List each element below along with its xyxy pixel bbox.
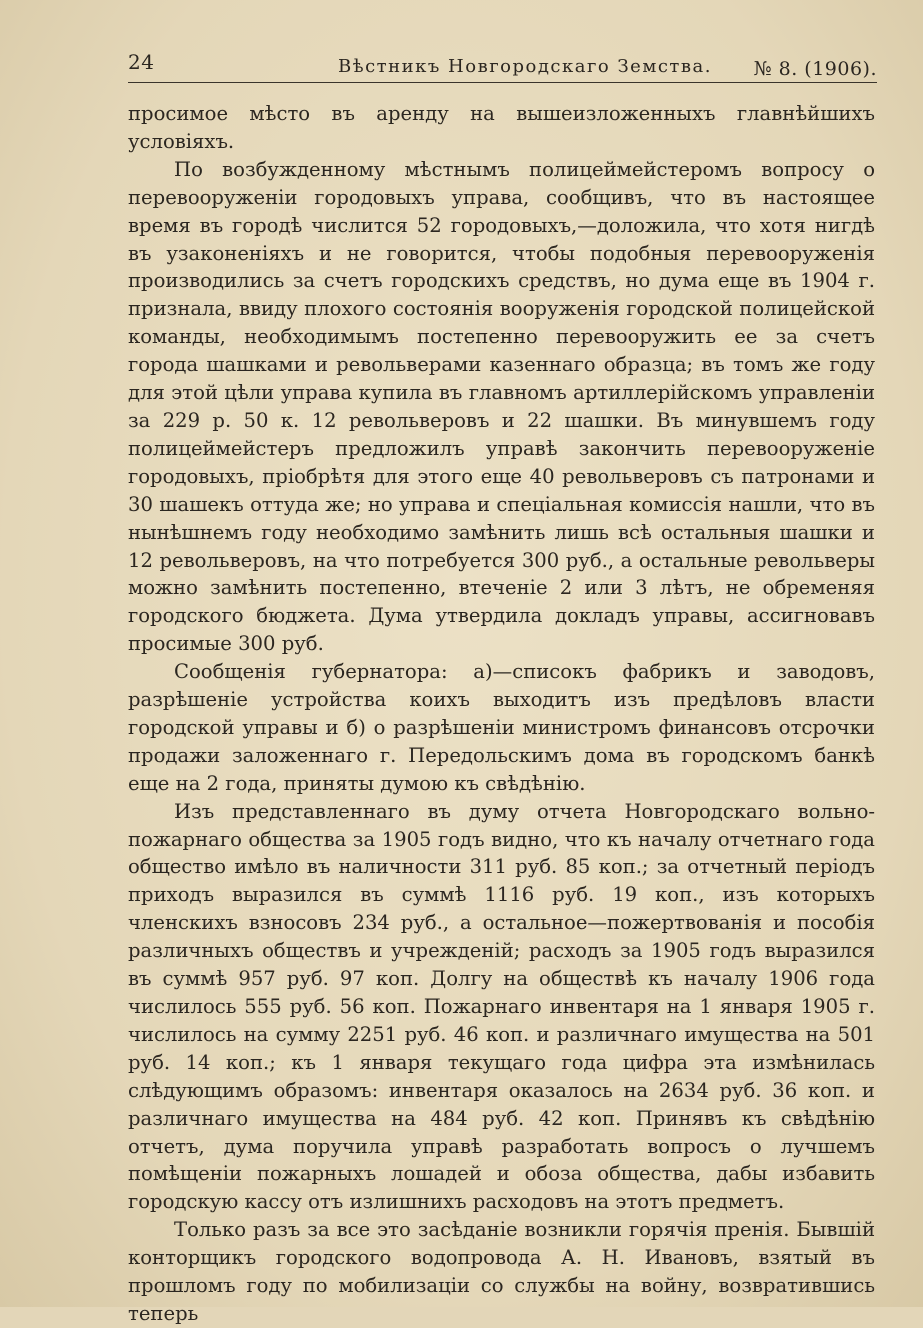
paragraph-rearmament: По возбужденному мѣстнымъ полицеймейстеромъ вопросу о перевооруженіи городовыхъ управа, сообщивъ, что въ настоящее время въ городѣ числится 52 городовыхъ,—доложила, что хотя нигдѣ въ узаконеніяхъ и не говорится, чтобы подобныя перевооруженія производились за счетъ городскихъ средствъ, но дума еще въ 1904 г. признала, ввиду плохого состоянія вооруженія городской полицейской команды, необходимымъ постепенно перевооружить ее за счетъ города шашками и револьверами казеннаго образца; въ томъ же году для этой цѣли управа купила въ главномъ артиллерійскомъ управленіи за 229 р. 50 к. 12 револьверовъ и 22 шашки. Въ минувшемъ году полицеймейстеръ предложилъ управѣ закончить перевооруженіе городовыхъ, пріобрѣтя для этого еще 40 револьверовъ съ патронами и 30 шашекъ оттуда же; но управа и спеціальная комиссія нашли, что въ нынѣшнемъ году необходимо замѣнить лишь всѣ остальныя шашки и 12 револьверовъ, на что потребуется 300 руб., а остальные револьверы можно замѣнить постепенно, втеченіе 2 или 3 лѣтъ, не обременяя городского бюджета. Дума утвердила докладъ управы, ассигновавъ просимые 300 руб. <box>128 157 875 656</box>
journal-title: Вѣстникъ Новгородскаго Земства. <box>338 56 712 77</box>
paragraph-fire-society-report: Изъ представленнаго въ думу отчета Новгородскаго вольно-пожарнаго общества за 1905 годъ видно, что къ началу отчетнаго года общество имѣло въ наличности 311 руб. 85 коп.; за отчетный періодъ приходъ выразился въ суммѣ 1116 руб. 19 коп., изъ которыхъ членскихъ взносовъ 234 руб., а остальное—пожертвованія и пособія различныхъ обществъ и учрежденій; расходъ за 1905 годъ выразился въ суммѣ 957 руб. 97 коп. Долгу на обществѣ къ началу 1906 года числилось 555 руб. 56 коп. Пожарнаго инвентаря на 1 января 1905 г. числилось на сумму 2251 руб. 46 коп. и различнаго имущества на 501 руб. 14 коп.; къ 1 января текущаго года цифра эта измѣнилась слѣдующимъ образомъ: инвентаря оказалось на 2634 руб. 36 коп. и различнаго имущества на 484 руб. 42 коп. Принявъ къ свѣдѣнію отчетъ, дума поручила управѣ разработать вопросъ о лучшемъ помѣщеніи пожарныхъ лошадей и обоза общества, дабы избавить городскую кассу отъ излишнихъ расходовъ на этотъ предметъ. <box>128 799 875 1214</box>
issue-number: № 8. (1906). <box>753 58 877 80</box>
page-number: 24 <box>128 50 155 74</box>
paragraph-debate: Только разъ за все это засѣданіе возникли горячія пренія. Бывшій конторщикъ городского водопровода А. Н. Ивановъ, взятый въ прошломъ году по мобилизаціи со службы на войну, возвратившись теперь <box>128 1218 875 1325</box>
article-body <box>128 100 875 1328</box>
running-header <box>128 42 877 83</box>
paragraph-continuation: просимое мѣсто въ аренду на вышеизложенныхъ главнѣйшихъ условіяхъ. <box>128 102 875 153</box>
paragraph-governor-messages: Сообщенія губернатора: а)—списокъ фабрикъ и заводовъ, разрѣшеніе устройства коихъ выходитъ изъ предѣловъ власти городской управы и б) о разрѣшеніи министромъ финансовъ отсрочки продажи заложеннаго г. Передольскимъ дома въ городскомъ банкѣ еще на 2 года, приняты думою къ свѣдѣнію. <box>128 660 875 795</box>
